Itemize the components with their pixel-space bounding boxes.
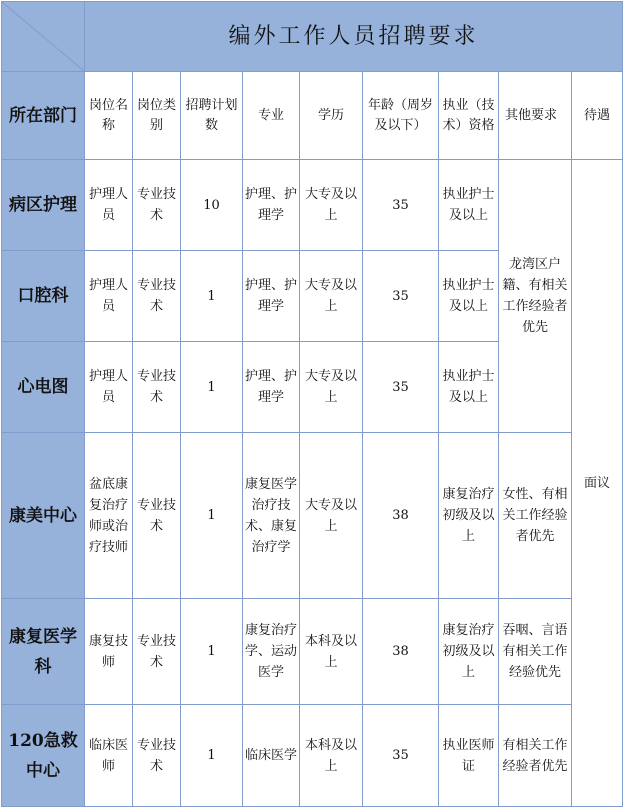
row-type: 专业技术	[133, 705, 181, 807]
row-type: 专业技术	[133, 251, 181, 342]
row-dept: 康复医学科	[2, 599, 85, 705]
shared-other-requirement: 龙湾区户籍、有相关工作经验者优先	[499, 160, 572, 433]
header-type: 岗位类别	[133, 72, 181, 160]
row-age: 35	[363, 342, 439, 433]
row-qual: 康复治疗初级及以上	[439, 433, 499, 599]
row-count: 10	[181, 160, 243, 251]
row-age: 35	[363, 160, 439, 251]
row-qual: 执业护士及以上	[439, 251, 499, 342]
row-type: 专业技术	[133, 160, 181, 251]
row-edu: 大专及以上	[300, 342, 363, 433]
row-name: 护理人员	[85, 251, 133, 342]
row-major: 护理、护理学	[243, 160, 300, 251]
row-type: 专业技术	[133, 599, 181, 705]
row-name: 临床医师	[85, 705, 133, 807]
header-dept: 所在部门	[2, 72, 85, 160]
row-count: 1	[181, 342, 243, 433]
header-other: 其他要求	[499, 72, 572, 160]
header-edu: 学历	[300, 72, 363, 160]
row-major: 康复医学治疗技术、康复治疗学	[243, 433, 300, 599]
row-dept: 120急救中心	[2, 705, 85, 807]
table-row	[2, 160, 623, 251]
table-row	[2, 599, 623, 705]
row-edu: 大专及以上	[300, 160, 363, 251]
row-count: 1	[181, 433, 243, 599]
header-count: 招聘计划数	[181, 72, 243, 160]
row-name: 护理人员	[85, 342, 133, 433]
row-major: 康复治疗学、运动医学	[243, 599, 300, 705]
row-dept: 心电图	[2, 342, 85, 433]
row-edu: 大专及以上	[300, 433, 363, 599]
row-major: 临床医学	[243, 705, 300, 807]
row-dept: 康美中心	[2, 433, 85, 599]
row-count: 1	[181, 705, 243, 807]
diagonal-line-icon	[2, 2, 84, 71]
row-name: 盆底康复治疗师或治疗技师	[85, 433, 133, 599]
row-type: 专业技术	[133, 433, 181, 599]
row-age: 38	[363, 433, 439, 599]
table-row	[2, 705, 623, 807]
shared-pay: 面议	[572, 160, 623, 807]
row-other: 有相关工作经验者优先	[499, 705, 572, 807]
row-dept: 病区护理	[2, 160, 85, 251]
row-qual: 执业医师证	[439, 705, 499, 807]
row-dept: 口腔科	[2, 251, 85, 342]
table-title: 编外工作人员招聘要求	[85, 2, 623, 72]
row-other: 女性、有相关工作经验者优先	[499, 433, 572, 599]
row-edu: 本科及以上	[300, 599, 363, 705]
header-major: 专业	[243, 72, 300, 160]
recruitment-table	[1, 1, 623, 807]
row-edu: 本科及以上	[300, 705, 363, 807]
row-age: 35	[363, 251, 439, 342]
row-name: 康复技师	[85, 599, 133, 705]
row-edu: 大专及以上	[300, 251, 363, 342]
row-age: 35	[363, 705, 439, 807]
row-major: 护理、护理学	[243, 251, 300, 342]
row-major: 护理、护理学	[243, 342, 300, 433]
row-qual: 执业护士及以上	[439, 160, 499, 251]
header-age: 年龄（周岁及以下）	[363, 72, 439, 160]
row-count: 1	[181, 251, 243, 342]
corner-cell	[2, 2, 85, 72]
row-other: 吞咽、言语有相关工作经验优先	[499, 599, 572, 705]
header-pay: 待遇	[572, 72, 623, 160]
row-qual: 康复治疗初级及以上	[439, 599, 499, 705]
header-qual: 执业（技术）资格	[439, 72, 499, 160]
row-type: 专业技术	[133, 342, 181, 433]
header-name: 岗位名称	[85, 72, 133, 160]
row-age: 38	[363, 599, 439, 705]
row-name: 护理人员	[85, 160, 133, 251]
table-row	[2, 433, 623, 599]
row-qual: 执业护士及以上	[439, 342, 499, 433]
row-count: 1	[181, 599, 243, 705]
